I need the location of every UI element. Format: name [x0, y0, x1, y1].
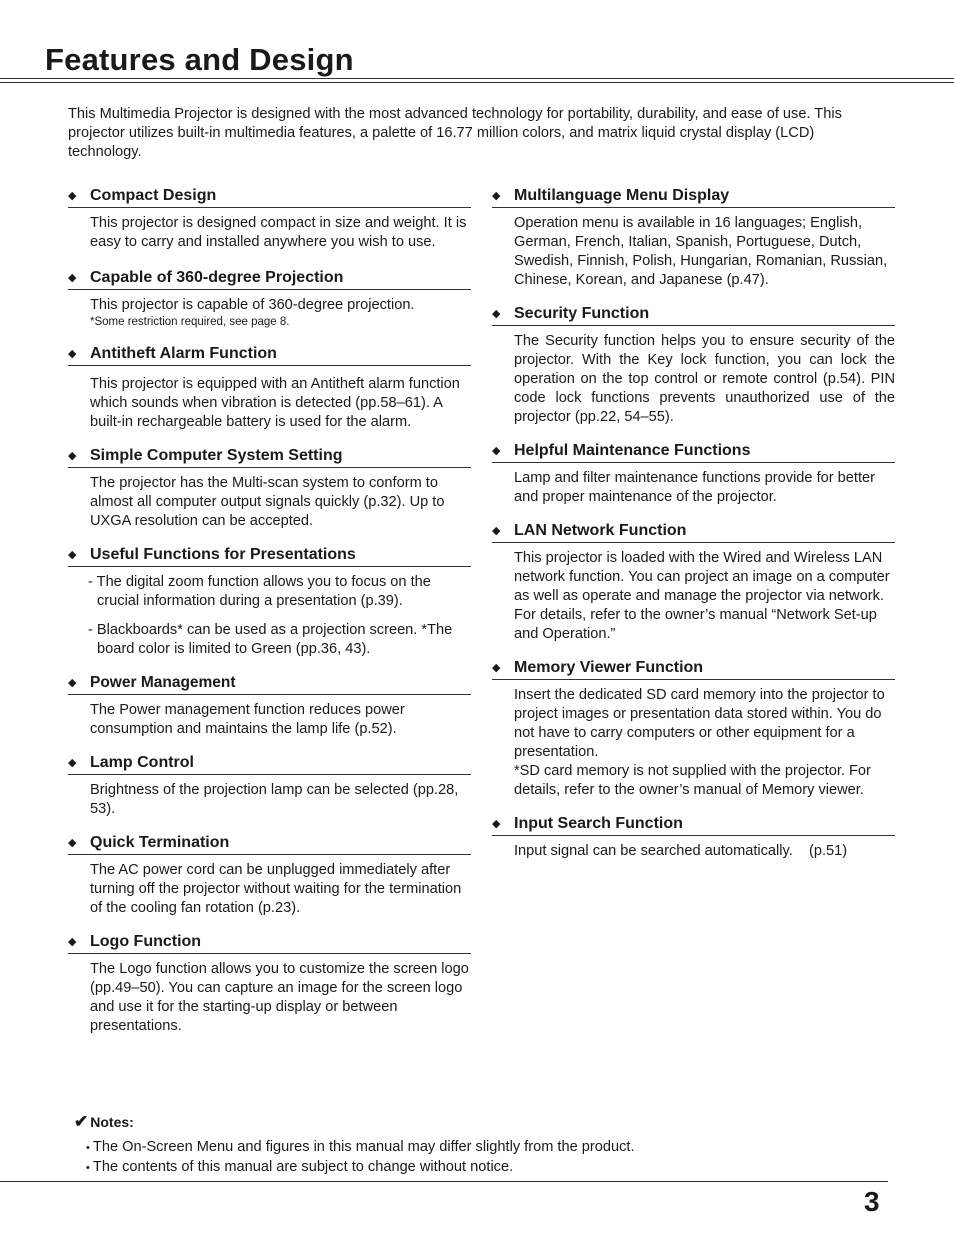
feature-body — [514, 549, 895, 644]
feature-title: Quick Termination — [90, 834, 230, 851]
feature-body — [90, 375, 471, 432]
diamond-bullet-icon: ◆ — [68, 936, 77, 948]
feature-footnote: *Some restriction required, see page 8. — [90, 316, 290, 328]
feature-text: Input signal can be searched automatically. (p.51) — [514, 843, 848, 859]
feature-quick-termination — [68, 832, 471, 918]
feature-body — [90, 781, 471, 819]
feature-title: Capable of 360-degree Projection — [90, 269, 344, 286]
feature-antitheft-alarm — [68, 343, 471, 432]
page-number: 3 — [864, 1186, 880, 1217]
checkmark-icon: ✔ — [74, 1112, 89, 1131]
feature-title: Input Search Function — [514, 815, 683, 832]
feature-maintenance-functions — [492, 440, 895, 507]
feature-title: Power Management — [90, 674, 236, 691]
feature-body — [514, 842, 895, 861]
feature-text: This projector is designed compact in size and weight. It is easy to carry and installed anywhere you wish to use. — [90, 215, 467, 250]
feature-360-projection — [68, 267, 471, 330]
left-column — [68, 185, 471, 1036]
feature-multilanguage-menu — [492, 185, 895, 290]
feature-input-search — [492, 813, 895, 861]
feature-body — [90, 861, 471, 918]
feature-body — [514, 332, 895, 427]
feature-title: Logo Function — [90, 933, 202, 950]
feature-title: Compact Design — [90, 187, 217, 204]
diamond-bullet-icon: ◆ — [68, 190, 77, 202]
notes-heading — [74, 1112, 794, 1132]
feature-body — [90, 296, 471, 330]
feature-text: This projector is loaded with the Wired and Wireless LAN network function. You can project an image on a computer as well as operate and manage the projector via network. For details, refer to the owner’s manual “Network Set-up and Operation.” — [514, 550, 890, 642]
feature-text: The Logo function allows you to customize the screen logo (pp.49–50). You can capture an image for the screen logo and use it for the starting-up display or between presentations. — [90, 961, 469, 1034]
feature-heading — [492, 520, 895, 543]
feature-title: Helpful Maintenance Functions — [514, 442, 751, 459]
feature-dash-item: - The digital zoom function allows you to focus on the crucial information during a presentation (p.39). — [88, 574, 431, 609]
feature-text: This projector is equipped with an Antitheft alarm function which sounds when vibration is detected (pp.58–61). A built-in rechargeable battery is used for the alarm. — [90, 376, 460, 430]
feature-body — [514, 214, 895, 290]
notes-section — [74, 1112, 794, 1178]
feature-heading — [492, 303, 895, 326]
note-item: • The contents of this manual are subject to change without notice. — [86, 1158, 794, 1178]
feature-title: Simple Computer System Setting — [90, 447, 343, 464]
feature-heading — [492, 185, 895, 208]
feature-dash-item: - Blackboards* can be used as a projection screen. *The board color is limited to Green (pp.36, 43). — [88, 622, 453, 657]
feature-text: The projector has the Multi-scan system to conform to almost all computer output signals quickly (p.32). Up to UXGA resolution can be accepted. — [90, 475, 445, 529]
diamond-bullet-icon: ◆ — [492, 662, 501, 674]
notes-list — [86, 1138, 794, 1178]
feature-heading — [68, 832, 471, 855]
feature-logo-function — [68, 931, 471, 1036]
diamond-bullet-icon: ◆ — [492, 190, 501, 202]
feature-text: The AC power cord can be unplugged immediately after turning off the projector without waiting for the termination of the cooling fan rotation (p.23). — [90, 862, 462, 916]
footer-rule — [0, 1181, 888, 1182]
diamond-bullet-icon: ◆ — [68, 549, 77, 561]
feature-presentation-functions — [68, 544, 471, 659]
feature-text: This projector is capable of 360-degree projection. — [90, 297, 415, 313]
feature-computer-system-setting — [68, 445, 471, 531]
diamond-bullet-icon: ◆ — [68, 348, 77, 360]
feature-title: Useful Functions for Presentations — [90, 546, 356, 563]
feature-heading — [492, 440, 895, 463]
feature-security-function — [492, 303, 895, 427]
feature-body — [514, 469, 895, 507]
intro-paragraph: This Multimedia Projector is designed with the most advanced technology for portability, durability, and ease of use. This projector utilizes built-in multimedia features, a palette of 16.77 million colors, and matrix liquid crystal display (LCD) technology. — [68, 106, 842, 160]
feature-lamp-control — [68, 752, 471, 819]
feature-text: Insert the dedicated SD card memory into the projector to project images or presentation data stored within. You do not have to carry computers or other equipment for a presentation. — [514, 687, 885, 760]
feature-body — [90, 474, 471, 531]
diamond-bullet-icon: ◆ — [68, 757, 77, 769]
feature-heading — [68, 544, 471, 567]
feature-lan-network — [492, 520, 895, 644]
feature-heading — [68, 445, 471, 468]
diamond-bullet-icon: ◆ — [68, 837, 77, 849]
feature-compact-design — [68, 185, 471, 252]
feature-heading — [68, 343, 471, 366]
feature-text: Operation menu is available in 16 languages; English, German, French, Italian, Spanish, Portuguese, Dutch, Swedish, Finnish, Polish, Hungarian, Romanian, Russian, Chinese, Korean, and Japanese (p.47). — [514, 215, 888, 288]
page-title: Features and Design — [45, 42, 354, 77]
feature-title: Multilanguage Menu Display — [514, 187, 730, 204]
feature-title: Lamp Control — [90, 754, 194, 771]
feature-title: Security Function — [514, 305, 650, 322]
feature-text: The Power management function reduces power consumption and maintains the lamp life (p.52). — [90, 702, 405, 737]
feature-heading — [68, 185, 471, 208]
feature-heading — [68, 931, 471, 954]
diamond-bullet-icon: ◆ — [68, 272, 77, 284]
feature-text: *SD card memory is not supplied with the projector. For details, refer to the owner’s manual of Memory viewer. — [514, 763, 871, 798]
feature-body — [88, 573, 471, 659]
diamond-bullet-icon: ◆ — [492, 818, 501, 830]
right-column — [492, 185, 895, 861]
feature-heading — [68, 267, 471, 290]
diamond-bullet-icon: ◆ — [492, 445, 501, 457]
feature-title: Memory Viewer Function — [514, 659, 704, 676]
diamond-bullet-icon: ◆ — [492, 525, 501, 537]
diamond-bullet-icon: ◆ — [68, 677, 77, 689]
feature-heading — [492, 813, 895, 836]
feature-power-management — [68, 672, 471, 739]
diamond-bullet-icon: ◆ — [492, 308, 501, 320]
feature-heading — [68, 672, 471, 695]
feature-text: Lamp and filter maintenance functions provide for better and proper maintenance of the projector. — [514, 470, 875, 505]
notes-label: Notes: — [90, 1114, 134, 1130]
feature-body — [90, 701, 471, 739]
feature-title: Antitheft Alarm Function — [90, 345, 277, 362]
feature-body — [514, 686, 895, 800]
feature-title: LAN Network Function — [514, 522, 687, 539]
feature-heading — [68, 752, 471, 775]
feature-text: Brightness of the projection lamp can be selected (pp.28, 53). — [90, 782, 459, 817]
diamond-bullet-icon: ◆ — [68, 450, 77, 462]
feature-text: The Security function helps you to ensure security of the projector. With the Key lock function, you can lock the operation on the top control or remote control (p.54). PIN code lock functions prevents unauthorized use of the projector (pp.22, 54–55). — [514, 333, 895, 425]
feature-heading — [492, 657, 895, 680]
note-item: • The On-Screen Menu and figures in this manual may differ slightly from the product. — [86, 1138, 794, 1158]
feature-body — [90, 960, 471, 1036]
title-double-rule — [0, 78, 954, 83]
feature-memory-viewer — [492, 657, 895, 800]
feature-body — [90, 214, 471, 252]
